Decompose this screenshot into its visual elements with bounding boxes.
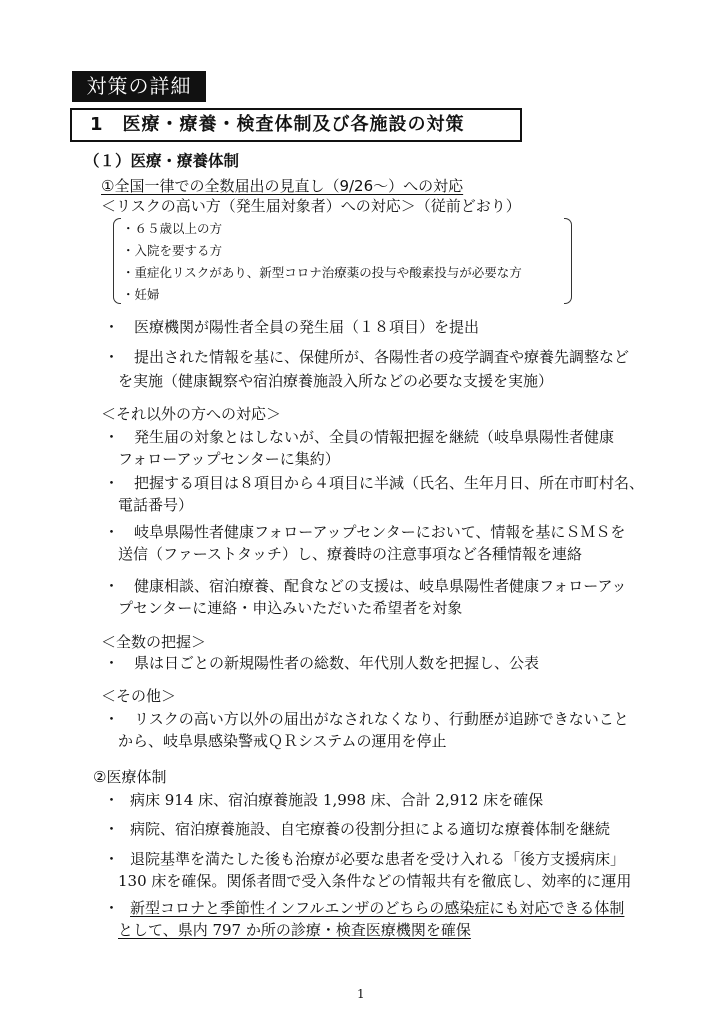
bullet-text: 県は日ごとの新規陽性者の総数、年代別人数を把握し、公表 (134, 654, 540, 672)
bullet-text-cont: から、岐阜県感染警戒ＱＲシステムの運用を停止 (118, 732, 447, 750)
bullet-text: 退院基準を満たした後も治療が必要な患者を受け入れる「後方支援病床」 (130, 850, 626, 868)
bullet-text: 病床 914 床、宿泊療養施設 1,998 床、合計 2,912 床を確保 (130, 791, 544, 809)
bullet-text-cont: 電話番号） (118, 496, 194, 514)
bullet-mark: ・ (104, 850, 120, 868)
page-number: 1 (357, 987, 365, 1001)
other-heading: ＜その他＞ (101, 687, 177, 705)
bullet-text: 発生届の対象とはしないが、全員の情報把握を継続（岐阜県陽性者健康 (134, 428, 615, 446)
risk-heading-text: ＜リスクの高い方（発生届対象者）への対応＞ (101, 197, 416, 215)
bullet-text: 健康相談、宿泊療養、配食などの支援は、岐阜県陽性者健康フォローアッ (134, 577, 627, 595)
bullet-mark: ・ (104, 428, 120, 446)
total-heading: ＜全数の把握＞ (101, 633, 207, 651)
bullet-text: 岐阜県陽性者健康フォローアップセンターにおいて、情報を基にＳＭＳを (134, 523, 626, 541)
item2-title: ②医療体制 (93, 768, 167, 786)
doc-label: 対策の詳細 (72, 71, 206, 102)
bullet-text-cont: 送信（ファーストタッチ）し、療養時の注意事項など各種情報を連絡 (118, 545, 582, 563)
bullet-text: 医療機関が陽性者全員の発生届（１８項目）を提出 (134, 318, 480, 336)
bullet-mark: ・ (104, 899, 120, 917)
risk-heading-note: （従前どおり） (415, 197, 521, 215)
bracket-right (564, 218, 572, 304)
list-item: ・入院を要する方 (122, 243, 223, 258)
list-item: ・重症化リスクがあり、新型コロナ治療薬の投与や酸素投与が必要な方 (122, 265, 522, 280)
bullet-text: 把握する項目は８項目から４項目に半減（氏名、生年月日、所在市町村名、 (134, 474, 645, 492)
bullet-mark: ・ (104, 348, 120, 366)
bullet-text: 新型コロナと季節性インフルエンザのどちらの感染症にも対応できる体制 (130, 899, 625, 917)
others-heading: ＜それ以外の方への対応＞ (101, 405, 282, 423)
bullet-mark: ・ (104, 791, 120, 809)
sub-heading: （１）医療・療養体制 (84, 152, 240, 170)
bullet-mark: ・ (104, 474, 120, 492)
list-item: ・妊婦 (122, 287, 160, 302)
bullet-text-cont: を実施（健康観察や宿泊療養施設入所などの必要な支援を実施） (118, 372, 554, 390)
bullet-mark: ・ (104, 577, 120, 595)
item1-title: ①全国一律での全数届出の見直し（9/26～）への対応 (101, 177, 464, 195)
risk-heading (101, 195, 521, 216)
bracket-left (113, 218, 121, 304)
bullet-mark: ・ (104, 523, 120, 541)
bullet-mark: ・ (104, 318, 120, 336)
bullet-mark: ・ (104, 820, 120, 838)
bullet-text: 提出された情報を基に、保健所が、各陽性者の疫学調査や療養先調整など (134, 348, 630, 366)
bullet-text-cont: フォローアップセンターに集約） (118, 450, 340, 468)
bullet-text-cont: 130 床を確保。関係者間で受入条件などの情報共有を徹底し、効率的に運用 (118, 872, 632, 890)
bullet-mark: ・ (104, 710, 120, 728)
bullet-text: 病院、宿泊療養施設、自宅療養の役割分担による適切な療養体制を継続 (130, 820, 611, 838)
bullet-text: リスクの高い方以外の届出がなされなくなり、行動歴が追跡できないこと (134, 710, 629, 728)
bullet-text-cont: プセンターに連絡・申込みいただいた希望者を対象 (118, 599, 463, 617)
bullet-text-cont: として、県内 797 か所の診療・検査医療機関を確保 (118, 921, 471, 939)
list-item: ・６５歳以上の方 (122, 221, 223, 236)
bullet-mark: ・ (104, 654, 120, 672)
section-title: 1 医療・療養・検査体制及び各施設の対策 (70, 108, 522, 142)
